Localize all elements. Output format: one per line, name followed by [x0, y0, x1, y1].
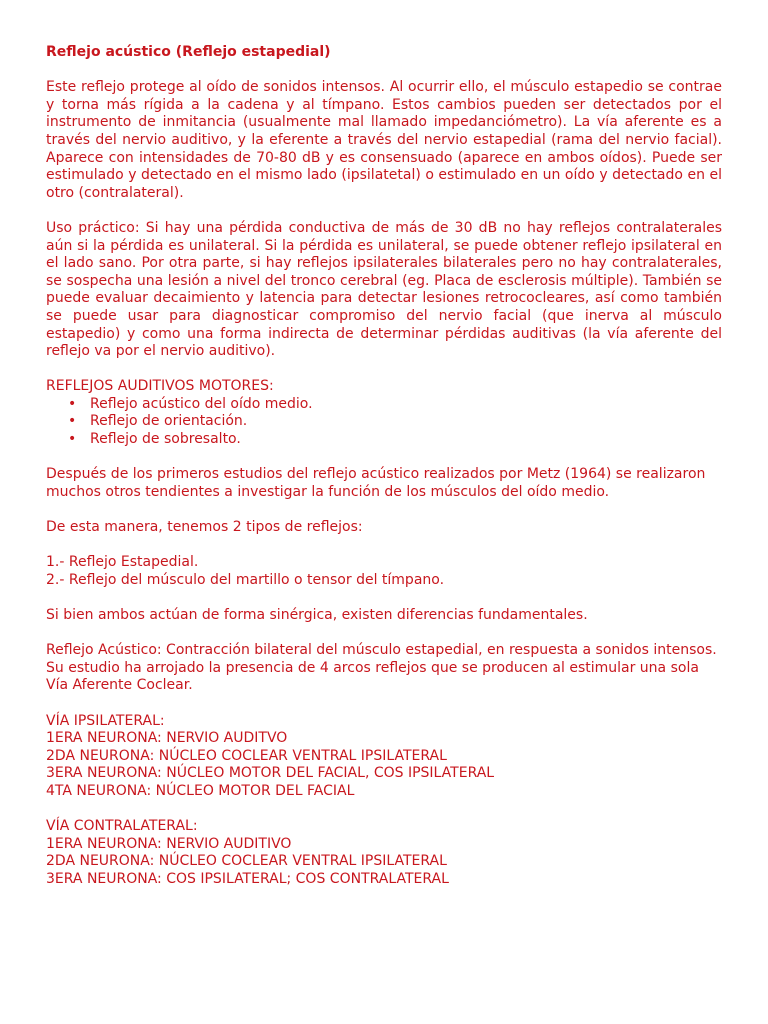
list-item: • Reflejo de orientación. [68, 413, 248, 430]
acoustic-reflex-paragraph: Reflejo Acústico: Contracción bilateral del músculo estapedial, en respuesta a sonidos intensos. Su estudio ha arrojado la presencia de 4 arcos reflejos que se producen al estimular una sola Vía Aferente Coclear. [46, 642, 717, 694]
intro-paragraph: Este reflejo protege al oído de sonidos intensos. Al ocurrir ello, el músculo estapedio se contrae y torna más rígida a la cadena y al tímpano. Estos cambios pueden ser detectados por el instrumento de inmitancia (usualmente mal llamado impedanciómetro). La vía aferente es a través del nervio auditivo, y la eferente a través del nervio estapedial (rama del nervio facial). Aparece con intensidades de 70-80 dB y es consensuado (aparece en ambos oídos). Puede ser estimulado y detectado en el mismo lado (ipsilatetal) o estimulado en un oído y detectado en el otro (contralateral). [46, 79, 722, 201]
motor-reflexes-heading: REFLEJOS AUDITIVOS MOTORES: [46, 378, 274, 395]
types-intro: De esta manera, tenemos 2 tipos de reflejos: [46, 519, 363, 536]
ipsilateral-heading: VÍA IPSILATERAL: [46, 712, 165, 729]
contralateral-line: 1ERA NEURONA: NERVIO AUDITIVO [46, 835, 292, 852]
practical-use-paragraph: Uso práctico: Si hay una pérdida conductiva de más de 30 dB no hay reflejos contralaterales aún si la pérdida es unilateral. Si la pérdida es unilateral, se puede obtener reflejo ipsilateral en el lado sano. Por otra parte, si hay reflejos ipsilaterales bilaterales pero no hay contralaterales, se sospecha una lesión a nivel del tronco cerebral (eg. Placa de esclerosis múltiple). También se puede evaluar decaimiento y latencia para detectar lesiones retrococleares, así como también se puede usar para diagnosticar compromiso del nervio facial (que inerva al músculo estapedio) y como una forma indirecta de determinar pérdidas auditivas (la vía aferente del reflejo va por el nervio auditivo). [46, 219, 722, 360]
contralateral-line: 2DA NEURONA: NÚCLEO COCLEAR VENTRAL IPSILATERAL [46, 853, 447, 870]
synergy-paragraph: Si bien ambos actúan de forma sinérgica, existen diferencias fundamentales. [46, 607, 588, 623]
ipsilateral-line: 3ERA NEURONA: NÚCLEO MOTOR DEL FACIAL, COS IPSILATERAL [46, 765, 495, 782]
bullet-icon: • [68, 413, 77, 430]
type-item: 1.- Reflejo Estapedial. [46, 554, 199, 571]
contralateral-line: 3ERA NEURONA: COS IPSILATERAL; COS CONTRALATERAL [46, 870, 449, 887]
bullet-icon: • [68, 395, 77, 412]
document-title: Reflejo acústico (Reflejo estapedial) [46, 44, 331, 60]
ipsilateral-line: 1ERA NEURONA: NERVIO AUDITVO [46, 730, 288, 747]
list-item: • Reflejo acústico del oído medio. [68, 395, 313, 412]
type-item: 2.- Reflejo del músculo del martillo o tensor del tímpano. [46, 571, 445, 588]
metz-paragraph: Después de los primeros estudios del reflejo acústico realizados por Metz (1964) se realizaron muchos otros tendientes a investigar la función de los músculos del oído medio. [46, 466, 706, 500]
contralateral-heading: VÍA CONTRALATERAL: [46, 818, 198, 835]
ipsilateral-line: 2DA NEURONA: NÚCLEO COCLEAR VENTRAL IPSILATERAL [46, 747, 447, 764]
ipsilateral-line: 4TA NEURONA: NÚCLEO MOTOR DEL FACIAL [46, 782, 355, 799]
bullet-icon: • [68, 431, 77, 448]
list-item: • Reflejo de sobresalto. [68, 431, 241, 448]
motor-reflexes-list [46, 396, 722, 449]
